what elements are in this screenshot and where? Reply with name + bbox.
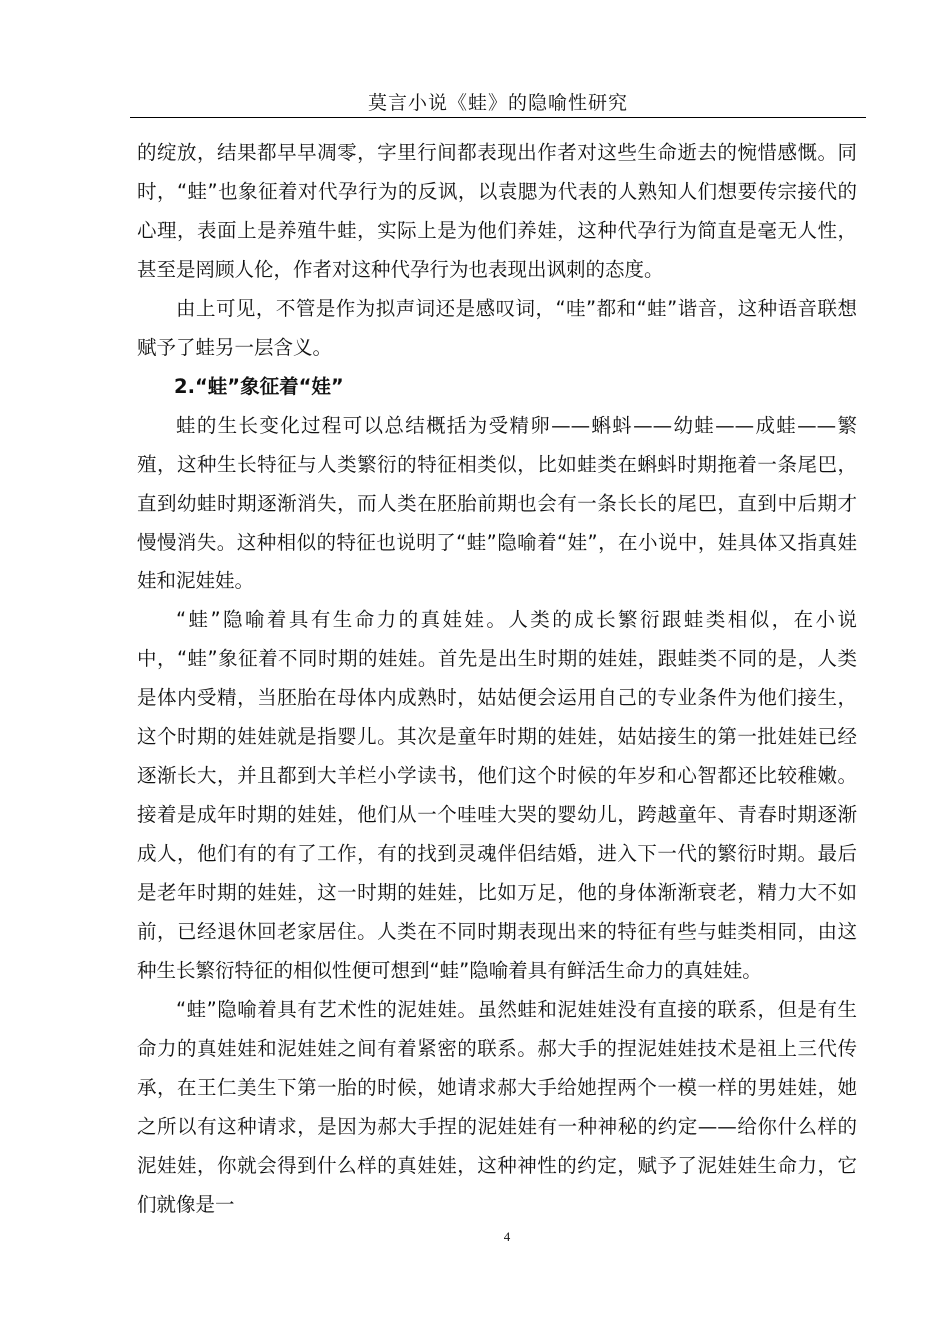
paragraph-summary: 由上可见，不管是作为拟声词还是感叹词，“哇”都和“蛙”谐音，这种语音联想赋予了蛙另一层含义。: [137, 296, 857, 359]
paragraph-real-baby: “蛙”隐喻着具有生命力的真娃娃。人类的成长繁衍跟蛙类相似，在小说中，“蛙”象征着不同时期的娃娃。首先是出生时期的娃娃，跟蛙类不同的是，人类是体内受精，当胚胎在母体内成熟时，姑姑便会运用自己的专业条件为他们接生，这个时期的娃娃就是指婴儿。其次是童年时期的娃娃，姑姑接生的第一批娃娃已经逐渐长大，并且都到大羊栏小学读书，他们这个时候的年岁和心智都还比较稚嫩。接着是成年时期的娃娃，他们从一个哇哇大哭的婴幼儿，跨越童年、青春时期逐渐成人，他们有的有了工作，有的找到灵魂伴侣结婚，进入下一代的繁衍时期。最后是老年时期的娃娃，这一时期的娃娃，比如万足，他的身体渐渐衰老，精力大不如前，已经退休回老家居住。人类在不同时期表现出来的特征有些与蛙类相同，由这种生长繁衍特征的相似性便可想到“蛙”隐喻着具有鲜活生命力的真娃娃。: [137, 608, 857, 983]
paragraph-growth-process: 蛙的生长变化过程可以总结概括为受精卵——蝌蚪——幼蛙——成蛙——繁殖，这种生长特征与人类繁衍的特征相类似，比如蛙类在蝌蚪时期拖着一条尾巴，直到幼蛙时期逐渐消失，而人类在胚胎前期也会有一条长长的尾巴，直到中后期才慢慢消失。这种相似的特征也说明了“蛙”隐喻着“娃”，在小说中，娃具体又指真娃娃和泥娃娃。: [137, 413, 857, 593]
body-text: [137, 134, 857, 1225]
header-rule: [130, 117, 866, 118]
paragraph-clay-doll: “蛙”隐喻着具有艺术性的泥娃娃。虽然蛙和泥娃娃没有直接的联系，但是有生命力的真娃娃和泥娃娃之间有着紧密的联系。郝大手的捏泥娃娃技术是祖上三代传承，在王仁美生下第一胎的时候，她请求郝大手给她捏两个一模一样的男娃娃，她之所以有这种请求，是因为郝大手捏的泥娃娃有一种神秘的约定——给你什么样的泥娃娃，你就会得到什么样的真娃娃，这种神性的约定，赋予了泥娃娃生命力，它们就像是一: [137, 997, 857, 1216]
paragraph-continued: 的绽放，结果都早早凋零，字里行间都表现出作者对这些生命逝去的惋惜感慨。同时，“蛙”也象征着对代孕行为的反讽，以袁腮为代表的人熟知人们想要传宗接代的心理，表面上是养殖牛蛙，实际上是为他们养娃，这种代孕行为简直是毫无人性，甚至是罔顾人伦，作者对这种代孕行为也表现出讽刺的态度。: [137, 141, 857, 281]
page-number: 4: [503, 1229, 511, 1244]
running-header-title: 莫言小说《蛙》的隐喻性研究: [367, 92, 628, 114]
section-heading: 2.“蛙”象征着“娃”: [174, 374, 344, 398]
